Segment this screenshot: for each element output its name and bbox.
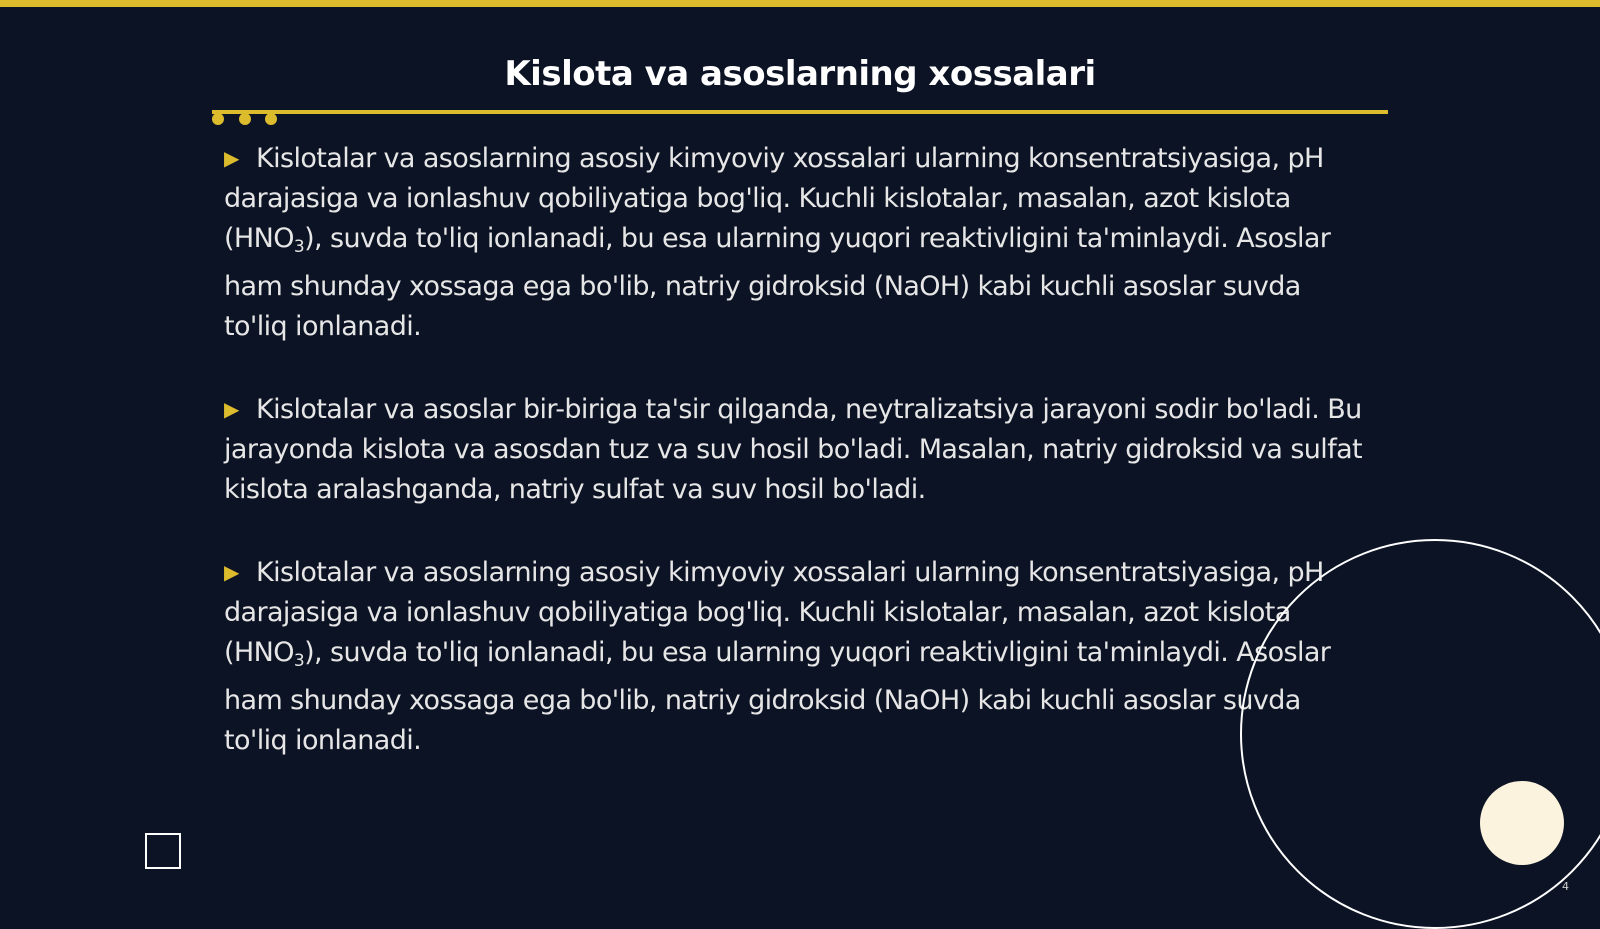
accent-dot bbox=[239, 113, 251, 125]
bullet-arrow-icon: ▶ bbox=[224, 146, 239, 170]
slide-title: Kislota va asoslarning xossalari bbox=[504, 54, 1096, 94]
title-underline bbox=[212, 110, 1388, 114]
paragraph-text-post: ), suvda to'liq ionlanadi, bu esa ularning yuqori reaktivligini ta'minlaydi. Asoslar ham shunday xossaga ega bo'lib, natriy gidroksid (NaOH) kabi kuchli asoslar suvda to'liq ionlanadi. bbox=[224, 637, 1331, 756]
bullet-paragraph-1 bbox=[224, 138, 1364, 347]
slide-body bbox=[224, 138, 1364, 803]
bullet-paragraph-2 bbox=[224, 389, 1364, 510]
paragraph-text-post: ), suvda to'liq ionlanadi, bu esa ularning yuqori reaktivligini ta'minlaydi. Asoslar ham shunday xossaga ega bo'lib, natriy gidroksid (NaOH) kabi kuchli asoslar suvda to'liq ionlanadi. bbox=[224, 223, 1331, 342]
decorative-disc bbox=[1480, 781, 1564, 865]
bullet-arrow-icon: ▶ bbox=[224, 560, 239, 584]
paragraph-text-pre: Kislotalar va asoslarning asosiy kimyoviy xossalari ularning konsentratsiyasiga, pH darajasiga va ionlashuv qobiliyatiga bog'liq. Kuchli kislotalar, masalan, azot kislota (HNO bbox=[224, 143, 1324, 254]
top-accent-bar bbox=[0, 0, 1600, 7]
accent-dot bbox=[212, 113, 224, 125]
subscript: 3 bbox=[293, 237, 305, 257]
paragraph-text-pre: Kislotalar va asoslarning asosiy kimyoviy xossalari ularning konsentratsiyasiga, pH darajasiga va ionlashuv qobiliyatiga bog'liq. Kuchli kislotalar, masalan, azot kislota (HNO bbox=[224, 557, 1324, 668]
subscript: 3 bbox=[293, 651, 305, 671]
decorative-ring bbox=[1240, 539, 1600, 929]
bullet-paragraph-3 bbox=[224, 552, 1364, 761]
paragraph-text: Kislotalar va asoslar bir-biriga ta'sir qilganda, neytralizatsiya jarayoni sodir bo'ladi. Bu jarayonda kislota va asosdan tuz va suv hosil bo'ladi. Masalan, natriy gidroksid va sulfat kislota aralashganda, natriy sulfat va suv hosil bo'ladi. bbox=[224, 394, 1363, 505]
page-number: 4 bbox=[1562, 880, 1569, 893]
bullet-arrow-icon: ▶ bbox=[224, 397, 239, 421]
accent-dot bbox=[265, 113, 277, 125]
decorative-square bbox=[145, 833, 181, 869]
